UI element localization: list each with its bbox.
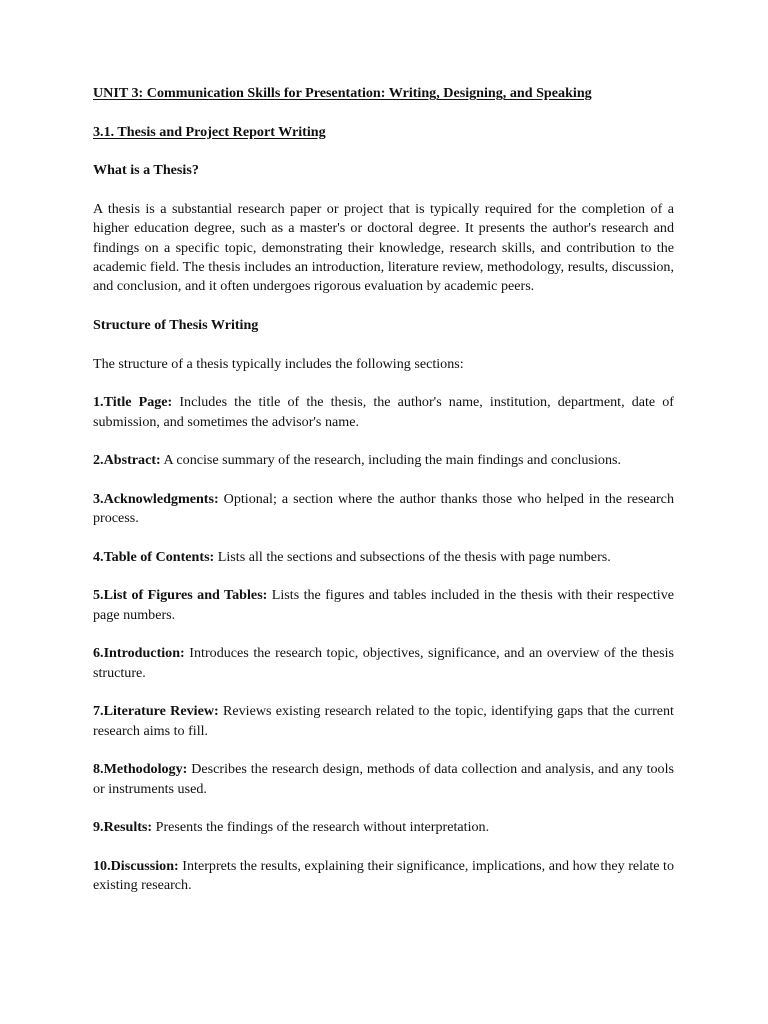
list-item: [93, 451, 674, 470]
item-term: 2.Abstract:: [93, 452, 161, 469]
item-term: 4.Table of Contents:: [93, 548, 215, 565]
structure-intro: The structure of a thesis typically includes the following sections:: [93, 355, 464, 372]
item-text: Describes the research design, methods of data collection and analysis, and any tools or instruments used.: [93, 761, 674, 797]
list-item: [93, 818, 674, 837]
structure-heading: Structure of Thesis Writing: [93, 317, 259, 333]
list-item: [93, 586, 674, 625]
item-text: Introduces the research topic, objectives, significance, and an overview of the thesis structure.: [93, 645, 674, 681]
item-text: Reviews existing research related to the topic, identifying gaps that the current research aims to fill.: [93, 703, 674, 739]
item-term: 5.List of Figures and Tables:: [93, 587, 268, 604]
item-text: Lists all the sections and subsections of the thesis with page numbers.: [214, 548, 611, 565]
section-title: 3.1. Thesis and Project Report Writing: [93, 123, 326, 140]
list-item: [93, 857, 674, 896]
item-text: Includes the title of the thesis, the author's name, institution, department, date of submission, and sometimes the advisor's name.: [93, 394, 675, 430]
unit-title: UNIT 3: Communication Skills for Presentation: Writing, Designing, and Speaking: [93, 85, 592, 101]
document-page: [93, 84, 674, 915]
item-term: 9.Results:: [93, 819, 153, 836]
list-item: [93, 393, 674, 432]
item-text: Optional; a section where the author thanks those who helped in the research process.: [93, 490, 674, 527]
item-term: 1.Title Page:: [93, 394, 173, 411]
item-text: Lists the figures and tables included in the thesis with their respective page numbers.: [93, 587, 675, 623]
item-text: A concise summary of the research, including the main findings and conclusions.: [160, 452, 622, 469]
item-term: 8.Methodology:: [93, 761, 188, 778]
list-item: [93, 702, 674, 741]
list-item: [93, 548, 674, 567]
item-term: 3.Acknowledgments:: [93, 490, 219, 507]
item-term: 7.Literature Review:: [93, 703, 219, 720]
list-item: [93, 760, 674, 799]
item-text: Presents the findings of the research without interpretation.: [152, 819, 490, 836]
what-is-heading: What is a Thesis?: [93, 162, 199, 179]
item-term: 10.Discussion:: [93, 857, 179, 874]
item-text: Interprets the results, explaining their significance, implications, and how they relate to existing research.: [93, 857, 674, 894]
item-term: 6.Introduction:: [93, 645, 185, 662]
list-item: [93, 644, 674, 683]
intro-paragraph: A thesis is a substantial research paper or project that is typically required for the completion of a higher education degree, such as a master's or doctoral degree. It presents the author's research and findings on a specific topic, demonstrating their knowledge, research skills, and contribution to the academic field. The thesis includes an introduction, literature review, methodology, results, discussion, and conclusion, and it often undergoes rigorous evaluation by academic peers.: [93, 200, 674, 295]
list-item: [93, 490, 674, 529]
